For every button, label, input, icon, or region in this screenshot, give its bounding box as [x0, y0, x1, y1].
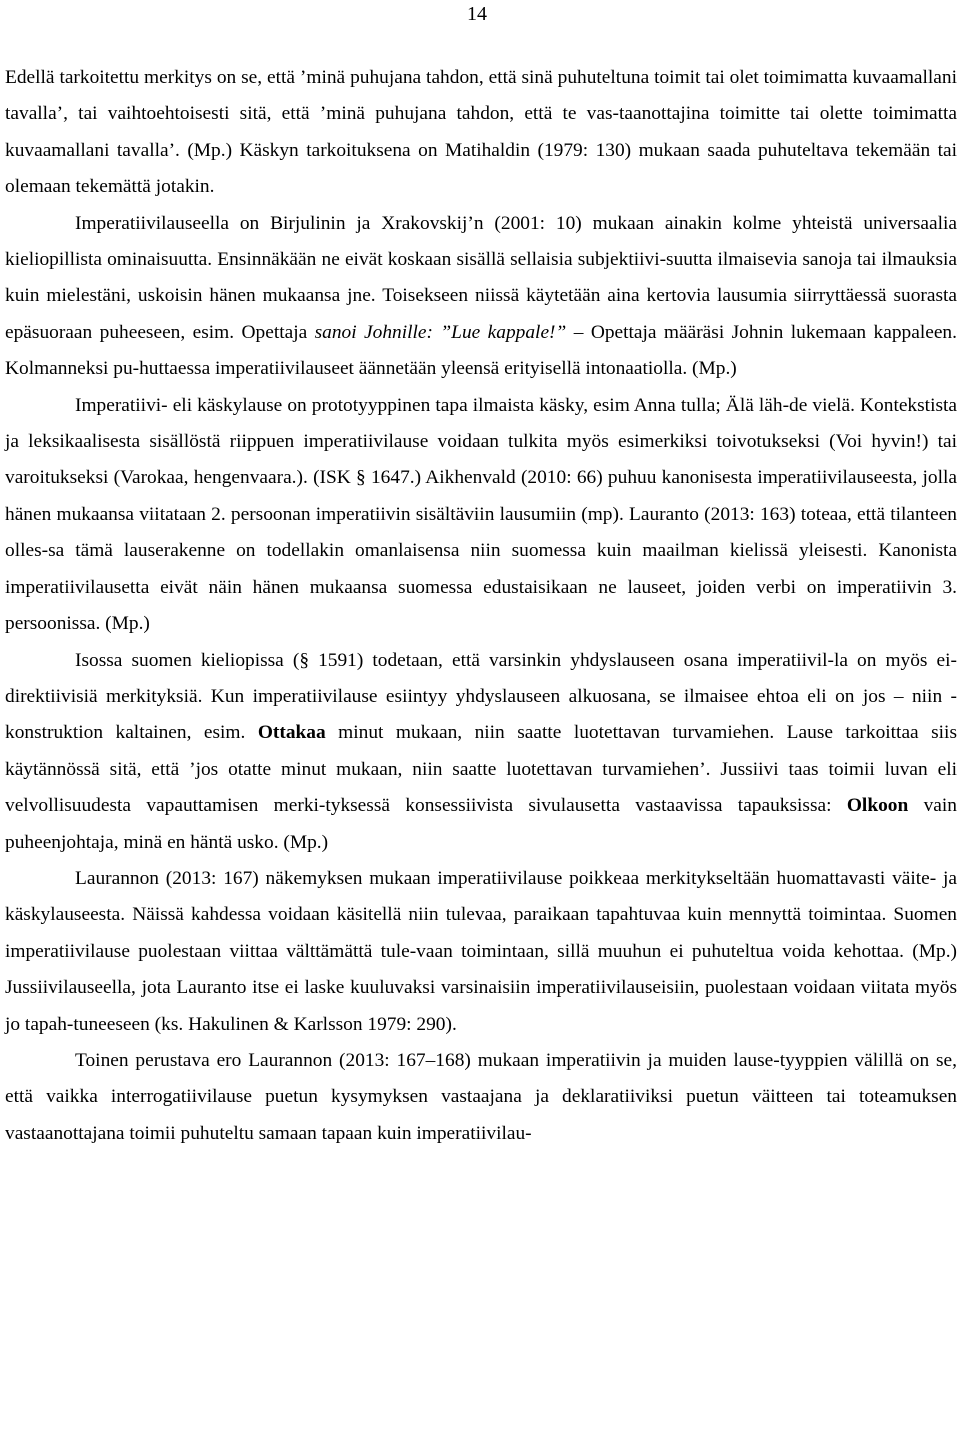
paragraph-text: Laurannon (2013: 167) näkemyksen mukaan imperatiivilause poikkeaa merkitykseltään huomattavasti väite- ja käskylauseesta. Näissä kahdessa voidaan käsitellä niin tulevaa, paraikaan tapahtuvaa kuin mennyttä toimintaa. Suomen imperatiivilause puolestaan viittaa välttämättä tule-vaan toimintaan, sillä muuhun ei puhuteltua voida kehottaa. (Mp.) Jussiivilauseella, jota Lauranto itse ei laske kuuluvaksi varsinaisiin imperatiivilauseisiin, puolestaan voidaan viitata myös jo tapah-tuneeseen (ks. Hakulinen & Karlsson 1979: 290).	[5, 867, 957, 1035]
page-number: 14	[467, 3, 487, 25]
paragraph-text: Isossa suomen kieliopissa (§ 1591) todetaan, että varsinkin yhdyslauseen osana imperatiivil-la on myös ei-direktiivisiä merkityksiä. Kun imperatiivilause esiintyy yhdyslauseen alkuosana, se ilmaisee ehtoa eli on jos – niin -konstruktion kaltainen, esim.	[5, 649, 957, 744]
paragraph-text: minut mukaan, niin saatte luotettavan turvamiehen. Lause tarkoittaa siis käytännössä sitä, että ’jos otatte minut mukaan, niin saatte luotettavan turvamiehen’. Jussiivi taas toimii luvan eli velvollisuudesta vapauttamisen merki-tyksessä konsessiivista sivulausetta vastaavissa tapauksissa:	[5, 722, 957, 817]
paragraph	[5, 861, 957, 1043]
paragraph	[5, 643, 957, 861]
paragraph	[5, 206, 957, 388]
italic-example: sanoi Johnille: ”Lue kappale!”	[314, 321, 567, 343]
paragraph-text: – Opettaja määräsi Johnin lukemaan kappaleen. Kolmanneksi pu-huttaessa imperatiivilauseet äännetään yleensä erityisellä intonaatiolla. (Mp.)	[5, 321, 957, 380]
bold-term: Olkoon	[846, 795, 909, 817]
paragraph-text: Imperatiivi- eli käskylause on prototyyppinen tapa ilmaista käsky, esim Anna tulla; Älä läh-de vielä. Kontekstista ja leksikaalisesta sisällöstä riippuen imperatiivilause voidaan tulkita myös esimerkiksi toivotukseksi (Voi hyvin!) tai varoitukseksi (Varokaa, hengenvaara.). (ISK § 1647.) Aikhenvald (2010: 66) puhuu kanonisesta imperatiivilauseesta, jolla hänen mukaansa viitataan 2. persoonan imperatiivin sisältäviin lausumiin (mp). Lauranto (2013: 163) toteaa, että tilanteen olles-sa tämä lauserakenne on todellakin omanlaisensa niin suomessa kuin maailman kielissä yleisesti. Kanonista imperatiivilausetta eivät näin hänen mukaansa suomessa edustaisikaan ne lauseet, joiden verbi on imperatiivin 3. persoonissa. (Mp.)	[5, 394, 957, 635]
body-text	[5, 60, 957, 1152]
paragraph-text: Edellä tarkoitettu merkitys on se, että ’minä puhujana tahdon, että sinä puhuteltuna toimit tai olet toimimatta kuvaamallani tavalla’, tai vaihtoehtoisesti sitä, että ’minä puhujana tahdon, että te vas-taanottajina toimitte tai olette toimimatta kuvaamallani tavalla’. (Mp.) Käskyn tarkoituksena on Matihaldin (1979: 130) mukaan saada puhuteltava tekemään tai olemaan tekemättä jotakin.	[5, 67, 957, 198]
paragraph	[5, 60, 957, 206]
paragraph	[5, 1043, 957, 1152]
paragraph	[5, 388, 957, 643]
paragraph-text: Toinen perustava ero Laurannon (2013: 167–168) mukaan imperatiivin ja muiden lause-tyyppien välillä on se, että vaikka interrogatiivilause puetun kysymyksen vastaajana ja deklaratiiviksi puetun väitteen tai toteamuksen vastaanottajana toimii puhuteltu samaan tapaan kuin imperatiivilau-	[5, 1049, 957, 1144]
paragraph-text: vain puheenjohtaja, minä en häntä usko. (Mp.)	[5, 795, 957, 853]
paragraph-text: Imperatiivilauseella on Birjulinin ja Xrakovskij’n (2001: 10) mukaan ainakin kolme yhteistä universaalia kieliopillista ominaisuutta. Ensinnäkään ne eivät koskaan sisällä sellaisia subjektiivi-suutta ilmaisevia sanoja tai ilmauksia kuin mielestäni, uskoisin hänen mukaansa jne. Toisekseen niissä käytetään aina kertovia lausumia siirryttäessä suorasta epäsuoraan puheeseen, esim. Opettaja	[5, 212, 957, 343]
bold-term: Ottakaa	[257, 722, 326, 744]
